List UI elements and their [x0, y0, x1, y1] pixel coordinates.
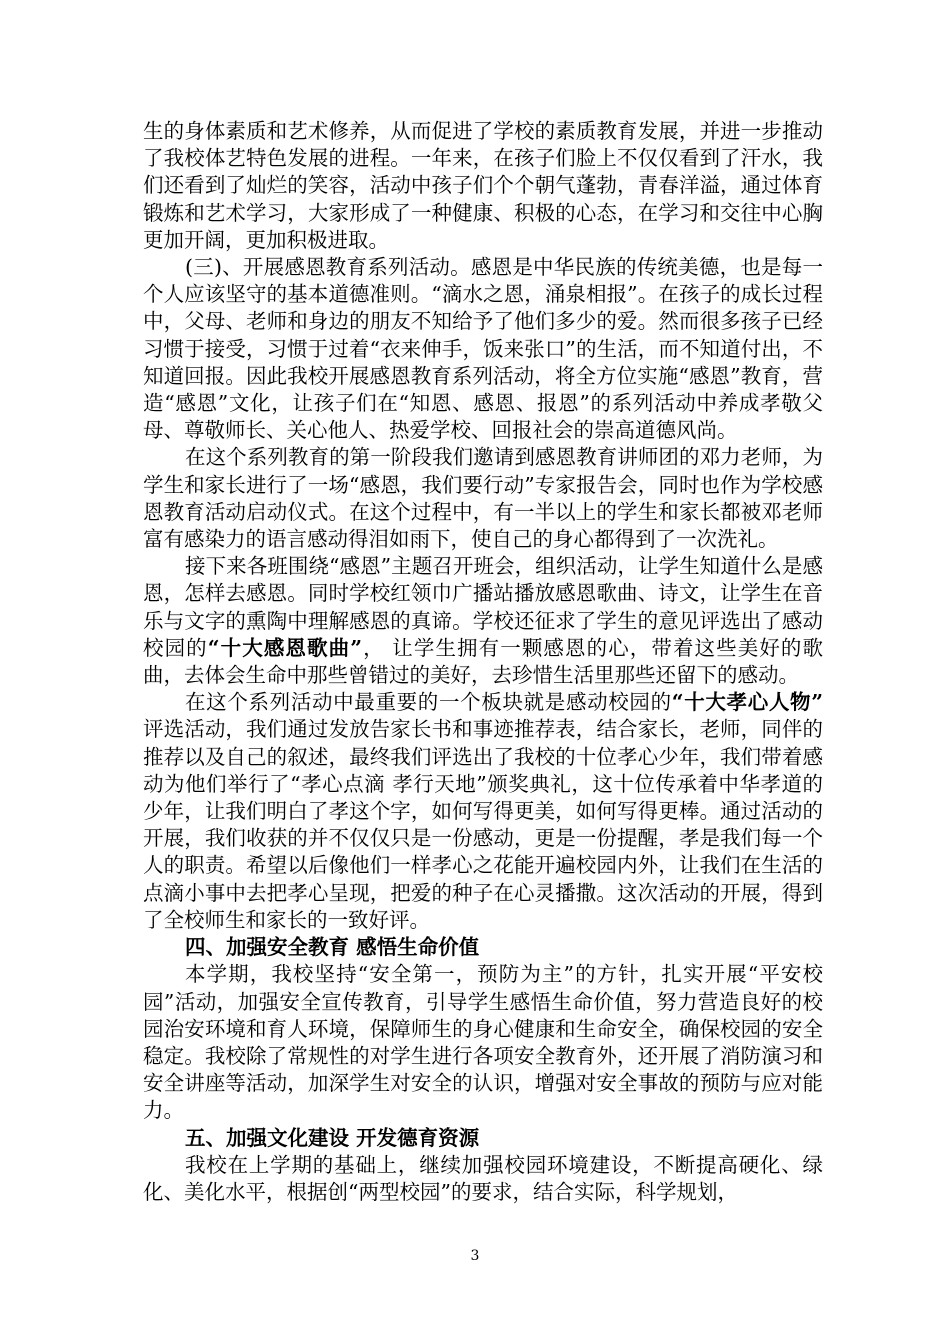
- text-run: 评选活动，我们通过发放告家长书和事迹推荐表，结合家长，老师，同伴的推荐以及自己的叙述，最终我们评选出了我校的十位孝心少年，我们带着感动为他们举行了“孝心点滴 孝行天地”颁奖典礼，这十位传承着中华孝道的少年，让我们明白了孝这个字，如何写得更美，如何写得更棒。通过活动的开展，我们收获的并不仅仅只是一份感动，更是一份提醒，孝是我们每一个人的职责。希望以后像他们一样孝心之花能开遍校园内外，让我们在生活的点滴小事中去把孝心呈现，把爱的种子在心灵播撒。这次活动的开展，得到了全校师生和家长的一致好评。: [143, 717, 823, 932]
- section-heading-safety: 四、加强安全教育 感悟生命价值: [185, 935, 480, 960]
- bold-top-ten-songs: “十大感恩歌曲”: [207, 635, 362, 660]
- paragraph-gratitude-intro: (三)、开展感恩教育系列活动。感恩是中华民族的传统美德，也是每一个人应该坚守的基本道德准则。“滴水之恩，涌泉相报”。在孩子的成长过程中，父母、老师和身边的朋友不知给予了他们多少的爱。然而很多孩子已经习惯于接受，习惯于过着“衣来伸手，饭来张口”的生活，而不知道付出，不知道回报。因此我校开展感恩教育系列活动，将全方位实施“感恩”教育，营造“感恩”文化，让孩子们在“知恩、感恩、报恩”的系列活动中养成孝敬父母、尊敬师长、关心他人、热爱学校、回报社会的崇高道德风尚。: [143, 255, 823, 443]
- paragraph-culture: 我校在上学期的基础上，继续加强校园环境建设，不断提高硬化、绿化、美化水平，根据创“两型校园”的要求，结合实际，科学规划，: [143, 1152, 823, 1204]
- document-body: [143, 118, 823, 1206]
- text-run: 接下来各班围绕“感恩”主题召开班会，组织活动，让学生知道什么是感恩，怎样去感恩。同时学校红领巾广播站播放感恩歌曲、诗文，让学生在音乐与文字的熏陶中理解感恩的真谛。学校还征求了学生的意见评选出了感动校园的: [143, 554, 823, 660]
- bold-top-ten-filial: “十大孝心人物”: [671, 690, 823, 715]
- text-run: ， 让学生拥有一颗感恩的心，带着这些美好的歌曲，去体会生命中那些曾错过的美好，去珍惜生活里那些还留下的感动。: [143, 635, 824, 688]
- paragraph-filial-piety-award: [143, 689, 823, 934]
- paragraph-safety: 本学期，我校坚持“安全第一，预防为主”的方针，扎实开展“平安校园”活动，加强安全宣传教育，引导学生感悟生命价值，努力营造良好的校园治安环境和育人环境，保障师生的身心健康和生命安全，确保校园的安全稳定。我校除了常规性的对学生进行各项安全教育外，还开展了消防演习和安全讲座等活动，加深学生对安全的认识，增强对安全事故的预防与应对能力。: [143, 962, 823, 1123]
- paragraph-gratitude-songs: [143, 553, 823, 689]
- section-heading-culture: 五、加强文化建设 开发德育资源: [185, 1125, 480, 1150]
- paragraph-arts-summary: 生的身体素质和艺术修养，从而促进了学校的素质教育发展，并进一步推动了我校体艺特色发展的进程。一年来，在孩子们脸上不仅仅看到了汗水，我们还看到了灿烂的笑容，活动中孩子们个个朝气蓬勃，青春洋溢，通过体育锻炼和艺术学习，大家形成了一种健康、积极的心态，在学习和交往中心胸更加开阔，更加积极进取。: [143, 119, 823, 252]
- page-number: 3: [470, 1248, 480, 1264]
- paragraph-gratitude-stage-one: 在这个系列教育的第一阶段我们邀请到感恩教育讲师团的邓力老师，为学生和家长进行了一场“感恩，我们要行动”专家报告会，同时也作为学校感恩教育活动启动仪式。在这个过程中，有一半以上的学生和家长都被邓老师富有感染力的语言感动得泪如雨下，使自己的身心都得到了一次洗礼。: [143, 445, 823, 552]
- text-run: 在这个系列活动中最重要的一个板块就是感动校园的: [185, 690, 672, 715]
